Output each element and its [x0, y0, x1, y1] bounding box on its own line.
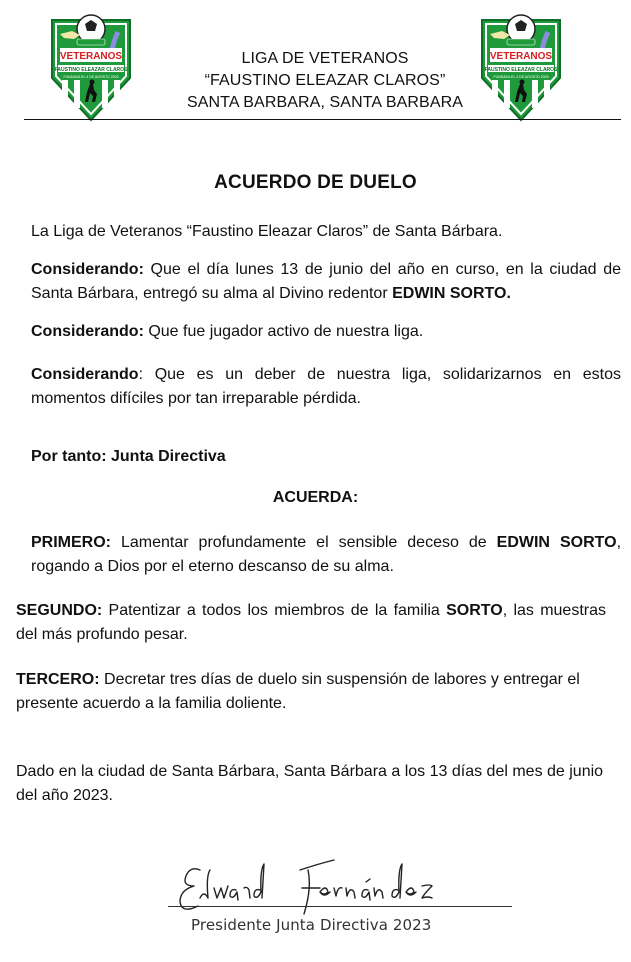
header-line-location: SANTA BARBARA, SANTA BARBARA — [186, 94, 464, 111]
resolucion-primero: PRIMERO: Lamentar profundamente el sensible deceso de EDWIN SORTO, rogando a Dios por el eterno descanso de su alma. — [31, 534, 622, 575]
svg-text:FAUSTINO ELEAZAR CLAROS: FAUSTINO ELEAZAR CLAROS — [484, 67, 558, 73]
league-crest-logo-left — [48, 12, 134, 122]
svg-text:FUNDADA EL 4 DE AGOSTO 2003: FUNDADA EL 4 DE AGOSTO 2003 — [63, 75, 119, 79]
family-name: SORTO — [446, 602, 503, 619]
considerando-3: Considerando: Que es un deber de nuestra liga, solidarizarnos en estos momentos difíciles por tan irreparable pérdida. — [31, 366, 621, 407]
svg-text:VETERANOS: VETERANOS — [489, 51, 553, 62]
league-header — [170, 48, 480, 114]
resolucion-tercero: TERCERO: Decretar tres días de duelo sin suspensión de labores y entregar el presente acuerdo a la familia doliente. — [16, 671, 580, 712]
resolucion-label: TERCERO: — [16, 671, 100, 688]
resolucion-label: PRIMERO: — [31, 534, 111, 551]
svg-text:FAUSTINO ELEAZAR CLAROS: FAUSTINO ELEAZAR CLAROS — [54, 67, 128, 73]
svg-text:FUNDADA EL 4 DE AGOSTO 2003: FUNDADA EL 4 DE AGOSTO 2003 — [493, 75, 549, 79]
resolucion-segundo: SEGUNDO: Patentizar a todos los miembros de la familia SORTO, las muestras del más profundo pesar. — [16, 602, 606, 643]
resolucion-label: SEGUNDO: — [16, 602, 103, 619]
signature-handwriting — [170, 840, 470, 920]
svg-text:VETERANOS: VETERANOS — [59, 51, 123, 62]
considerando-label: Considerando: — [31, 323, 144, 340]
considerando-1: Considerando: Que el día lunes 13 de junio del año en curso, en la ciudad de Santa Bárbara, entregó su alma al Divino redentor EDWIN SORTO. — [31, 261, 621, 302]
por-tanto-line: Por tanto: Junta Directiva — [31, 448, 226, 465]
intro-paragraph: La Liga de Veteranos “Faustino Eleazar Claros” de Santa Bárbara. — [31, 223, 503, 240]
document-title: ACUERDO DE DUELO — [214, 172, 417, 193]
header-line-league: LIGA DE VETERANOS — [241, 50, 409, 67]
closing-paragraph: Dado en la ciudad de Santa Bárbara, Santa Bárbara a los 13 días del mes de junio del año 2023. — [16, 763, 604, 804]
deceased-name: EDWIN SORTO — [496, 534, 617, 551]
league-crest-logo-right — [478, 12, 564, 122]
header-line-name: “FAUSTINO ELEAZAR CLAROS” — [204, 72, 446, 89]
signatory-title: Presidente Junta Directiva 2023 — [191, 916, 432, 934]
acuerda-heading: ACUERDA: — [272, 489, 359, 506]
considerando-label: Considerando — [31, 366, 139, 383]
signature-line — [168, 906, 512, 907]
deceased-name: EDWIN SORTO — [392, 285, 507, 302]
considerando-label: Considerando: — [31, 261, 144, 278]
considerando-2: Considerando: Que fue jugador activo de nuestra liga. — [31, 323, 424, 340]
header-divider — [24, 119, 621, 120]
